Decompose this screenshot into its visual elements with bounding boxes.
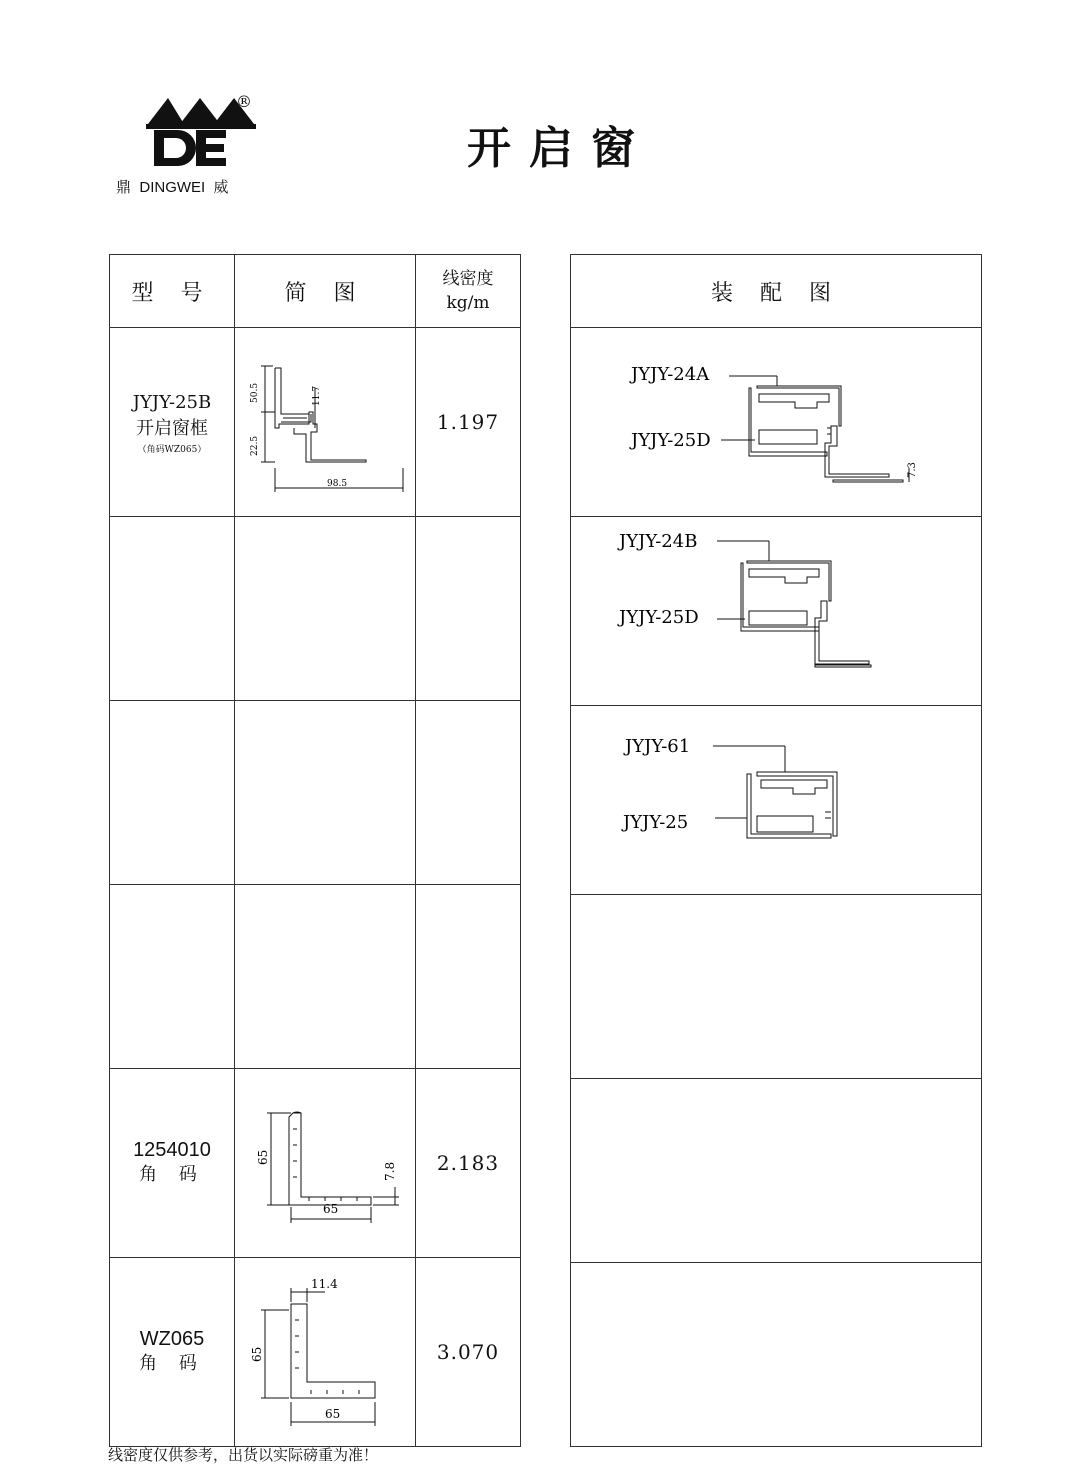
model-note: （角码WZ065） bbox=[137, 444, 207, 455]
assembly-cell bbox=[571, 328, 982, 517]
model-code: WZ065 bbox=[139, 1327, 205, 1350]
assembly-drawing-1 bbox=[571, 328, 982, 512]
dim-label: 7.3 bbox=[907, 462, 918, 478]
assembly-label: JYJY-25D bbox=[619, 607, 699, 628]
assembly-drawing-3 bbox=[571, 706, 982, 890]
model-name: 开启窗框 bbox=[136, 417, 208, 439]
assembly-table bbox=[570, 254, 982, 1447]
assembly-cell bbox=[571, 706, 982, 895]
footer-note: 线密度仅供参考，出货以实际磅重为准！ bbox=[108, 1446, 379, 1464]
density-value: 2.183 bbox=[416, 1069, 521, 1258]
logo-caption: 鼎 DINGWEI 威 bbox=[116, 179, 229, 196]
model-cell bbox=[110, 328, 235, 517]
dim-label: 65 bbox=[256, 1149, 270, 1165]
assembly-cell bbox=[571, 517, 982, 706]
dim-label: 65 bbox=[325, 1407, 341, 1421]
assembly-cell bbox=[571, 1079, 982, 1263]
model-cell bbox=[110, 517, 235, 701]
profile-sketch-cell bbox=[235, 328, 416, 517]
col-header-density: 线密度 kg/m bbox=[416, 255, 521, 328]
profile-sketch-cell bbox=[235, 701, 416, 885]
density-value: 3.070 bbox=[416, 1258, 521, 1447]
col-header-diagram: 简 图 bbox=[235, 255, 416, 328]
page-title: 开启窗 bbox=[467, 123, 653, 174]
density-value: 1.197 bbox=[416, 328, 521, 517]
profile-sketch-cell bbox=[235, 1258, 416, 1447]
model-name: 角 码 bbox=[139, 1352, 205, 1374]
dim-label: 7.8 bbox=[383, 1161, 397, 1181]
dim-label: 11.7 bbox=[312, 385, 322, 406]
assembly-label: JYJY-61 bbox=[625, 736, 691, 757]
corner-bracket-sketch-1254010 bbox=[235, 1069, 416, 1253]
corner-bracket-sketch-wz065 bbox=[235, 1258, 416, 1442]
col-header-assembly: 装 配 图 bbox=[571, 255, 982, 328]
model-cell bbox=[110, 1258, 235, 1447]
profile-sketch-jyjy-25b bbox=[235, 328, 416, 512]
assembly-label: JYJY-24B bbox=[619, 531, 698, 552]
assembly-cell bbox=[571, 1263, 982, 1447]
profile-table bbox=[109, 254, 521, 1447]
assembly-drawing-2 bbox=[571, 517, 982, 701]
model-cell bbox=[110, 701, 235, 885]
assembly-label: JYJY-24A bbox=[631, 364, 710, 385]
density-value bbox=[416, 517, 521, 701]
density-value bbox=[416, 701, 521, 885]
dim-label: 65 bbox=[250, 1346, 264, 1362]
assembly-cell bbox=[571, 895, 982, 1079]
dim-label: 65 bbox=[323, 1202, 339, 1216]
profile-sketch-cell bbox=[235, 1069, 416, 1258]
profile-sketch-cell bbox=[235, 885, 416, 1069]
model-code: JYJY-25B bbox=[132, 391, 212, 413]
model-name: 角 码 bbox=[139, 1163, 205, 1185]
registered-mark: ® bbox=[236, 92, 252, 111]
dim-label: 50.5 bbox=[250, 382, 260, 403]
model-code: 1254010 bbox=[133, 1138, 211, 1161]
assembly-label: JYJY-25D bbox=[631, 430, 711, 451]
dim-label: 11.4 bbox=[311, 1277, 338, 1291]
assembly-label: JYJY-25 bbox=[623, 812, 689, 833]
profile-sketch-cell bbox=[235, 517, 416, 701]
dim-label: 22.5 bbox=[250, 435, 260, 456]
dim-label: 98.5 bbox=[327, 479, 348, 489]
model-cell bbox=[110, 1069, 235, 1258]
model-cell bbox=[110, 885, 235, 1069]
density-value bbox=[416, 885, 521, 1069]
col-header-model: 型 号 bbox=[110, 255, 235, 328]
